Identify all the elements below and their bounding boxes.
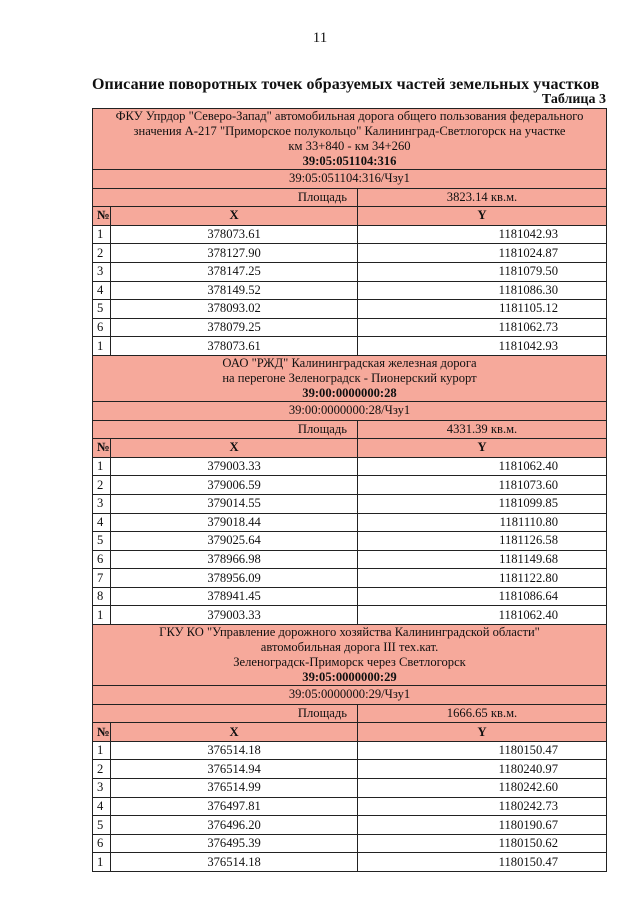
table-row (93, 779, 607, 798)
area-value: 3823.14 кв.м. (358, 188, 607, 207)
header-y: Y (358, 207, 607, 226)
coordinates-table (92, 108, 607, 872)
header-x: X (111, 439, 358, 458)
coordinate-y: 1181062.40 (358, 606, 607, 625)
coordinate-x: 378127.90 (111, 244, 358, 263)
coordinate-y: 1181024.87 (358, 244, 607, 263)
coordinate-y: 1181042.93 (358, 337, 607, 356)
owner-description-line: ОАО "РЖД" Калининградская железная дорога (222, 355, 477, 370)
area-row (93, 704, 607, 723)
coordinate-x: 376514.18 (111, 853, 358, 872)
point-number: 4 (93, 797, 111, 816)
point-number: 6 (93, 834, 111, 853)
table-row (93, 760, 607, 779)
owner-description-line: ФКУ Упрдор "Северо-Запад" автомобильная дорога общего пользования федерального (115, 109, 584, 123)
table-row (93, 550, 607, 569)
part-number-row (93, 170, 607, 189)
header-number: № (93, 723, 111, 742)
coordinate-y: 1181073.60 (358, 476, 607, 495)
coordinate-x: 378941.45 (111, 587, 358, 606)
area-value: 1666.65 кв.м. (358, 704, 607, 723)
area-label: Площадь (93, 704, 358, 723)
point-number: 5 (93, 532, 111, 551)
cadastral-number: 39:00:0000000:28 (302, 385, 397, 400)
table-row (93, 853, 607, 872)
document-heading: Описание поворотных точек образуемых частей земельных участков (92, 76, 600, 93)
coordinate-x: 376496.20 (111, 816, 358, 835)
coordinate-y: 1180150.62 (358, 834, 607, 853)
cadastral-number: 39:05:051104:316 (302, 154, 397, 168)
table-row (93, 476, 607, 495)
owner-description-line: ГКУ КО "Управление дорожного хозяйства Калининградской области" (159, 625, 540, 640)
table-row (93, 225, 607, 244)
point-number: 6 (93, 318, 111, 337)
point-number: 1 (93, 225, 111, 244)
table-row (93, 797, 607, 816)
coordinates-table-body (93, 109, 607, 872)
coordinate-x: 378956.09 (111, 569, 358, 588)
coordinate-y: 1181086.64 (358, 587, 607, 606)
point-number: 6 (93, 550, 111, 569)
column-header-row (93, 439, 607, 458)
point-number: 2 (93, 476, 111, 495)
area-label: Площадь (93, 420, 358, 439)
part-number: 39:00:0000000:28/Чзу1 (93, 401, 607, 420)
coordinate-y: 1181099.85 (358, 494, 607, 513)
coordinate-y: 1180240.97 (358, 760, 607, 779)
table-row (93, 244, 607, 263)
table-label: Таблица 3 (541, 92, 606, 107)
table-row (93, 318, 607, 337)
part-number-row (93, 686, 607, 705)
point-number: 1 (93, 606, 111, 625)
coordinate-y: 1181110.80 (358, 513, 607, 532)
page-number: 11 (312, 30, 328, 46)
table-row (93, 587, 607, 606)
point-number: 1 (93, 337, 111, 356)
header-number: № (93, 439, 111, 458)
point-number: 4 (93, 281, 111, 300)
header-x: X (111, 723, 358, 742)
coordinate-y: 1181079.50 (358, 262, 607, 281)
header-x: X (111, 207, 358, 226)
coordinate-x: 378073.61 (111, 225, 358, 244)
owner-description-line: автомобильная дорога III тех.кат. (260, 640, 439, 655)
area-label: Площадь (93, 188, 358, 207)
section-owner-cell (93, 625, 607, 686)
coordinate-x: 379025.64 (111, 532, 358, 551)
table-row (93, 262, 607, 281)
point-number: 8 (93, 587, 111, 606)
table-row (93, 816, 607, 835)
table-row (93, 569, 607, 588)
coordinate-x: 378147.25 (111, 262, 358, 281)
area-value: 4331.39 кв.м. (358, 420, 607, 439)
point-number: 1 (93, 853, 111, 872)
coordinate-y: 1181122.80 (358, 569, 607, 588)
point-number: 2 (93, 244, 111, 263)
coordinate-y: 1181062.73 (358, 318, 607, 337)
column-header-row (93, 207, 607, 226)
table-row (93, 337, 607, 356)
coordinate-x: 379003.33 (111, 606, 358, 625)
coordinate-x: 379014.55 (111, 494, 358, 513)
coordinate-x: 378966.98 (111, 550, 358, 569)
column-header-row (93, 723, 607, 742)
coordinate-y: 1180190.67 (358, 816, 607, 835)
part-number: 39:05:0000000:29/Чзу1 (93, 686, 607, 705)
point-number: 5 (93, 816, 111, 835)
table-row (93, 741, 607, 760)
header-y: Y (358, 439, 607, 458)
part-number-row (93, 401, 607, 420)
point-number: 1 (93, 457, 111, 476)
coordinate-y: 1181105.12 (358, 300, 607, 319)
point-number: 1 (93, 741, 111, 760)
coordinate-x: 376514.99 (111, 779, 358, 798)
coordinate-y: 1181126.58 (358, 532, 607, 551)
table-row (93, 513, 607, 532)
owner-description-line: на перегоне Зеленоградск - Пионерский курорт (222, 370, 477, 385)
coordinate-x: 376497.81 (111, 797, 358, 816)
coordinate-x: 376495.39 (111, 834, 358, 853)
header-y: Y (358, 723, 607, 742)
area-row (93, 188, 607, 207)
section-owner-row (93, 625, 607, 686)
point-number: 3 (93, 779, 111, 798)
point-number: 3 (93, 262, 111, 281)
table-row (93, 457, 607, 476)
cadastral-number: 39:05:0000000:29 (302, 670, 397, 685)
owner-description-line: Зеленоградск-Приморск через Светлогорск (233, 655, 466, 670)
coordinate-x: 378093.02 (111, 300, 358, 319)
coordinate-y: 1180150.47 (358, 741, 607, 760)
section-owner-cell (93, 109, 607, 170)
table-row (93, 281, 607, 300)
area-row (93, 420, 607, 439)
coordinate-x: 376514.94 (111, 760, 358, 779)
point-number: 3 (93, 494, 111, 513)
owner-description-line: значения А-217 "Приморское полукольцо" Калининград-Светлогорск на участке (133, 124, 566, 138)
coordinate-x: 378079.25 (111, 318, 358, 337)
section-owner-row (93, 355, 607, 401)
point-number: 5 (93, 300, 111, 319)
point-number: 7 (93, 569, 111, 588)
coordinate-y: 1180150.47 (358, 853, 607, 872)
coordinate-y: 1180242.60 (358, 779, 607, 798)
part-number: 39:05:051104:316/Чзу1 (93, 170, 607, 189)
table-row (93, 300, 607, 319)
owner-description-line: км 33+840 - км 34+260 (288, 139, 411, 153)
coordinate-x: 379018.44 (111, 513, 358, 532)
point-number: 2 (93, 760, 111, 779)
table-row (93, 606, 607, 625)
coordinate-y: 1181042.93 (358, 225, 607, 244)
coordinate-y: 1181149.68 (358, 550, 607, 569)
header-number: № (93, 207, 111, 226)
section-owner-cell (93, 355, 607, 401)
section-owner-row (93, 109, 607, 170)
coordinate-x: 379006.59 (111, 476, 358, 495)
coordinate-x: 379003.33 (111, 457, 358, 476)
table-row (93, 532, 607, 551)
coordinate-x: 378073.61 (111, 337, 358, 356)
coordinate-x: 376514.18 (111, 741, 358, 760)
coordinate-x: 378149.52 (111, 281, 358, 300)
coordinate-y: 1181086.30 (358, 281, 607, 300)
table-row (93, 494, 607, 513)
point-number: 4 (93, 513, 111, 532)
coordinate-y: 1180242.73 (358, 797, 607, 816)
table-row (93, 834, 607, 853)
coordinate-y: 1181062.40 (358, 457, 607, 476)
